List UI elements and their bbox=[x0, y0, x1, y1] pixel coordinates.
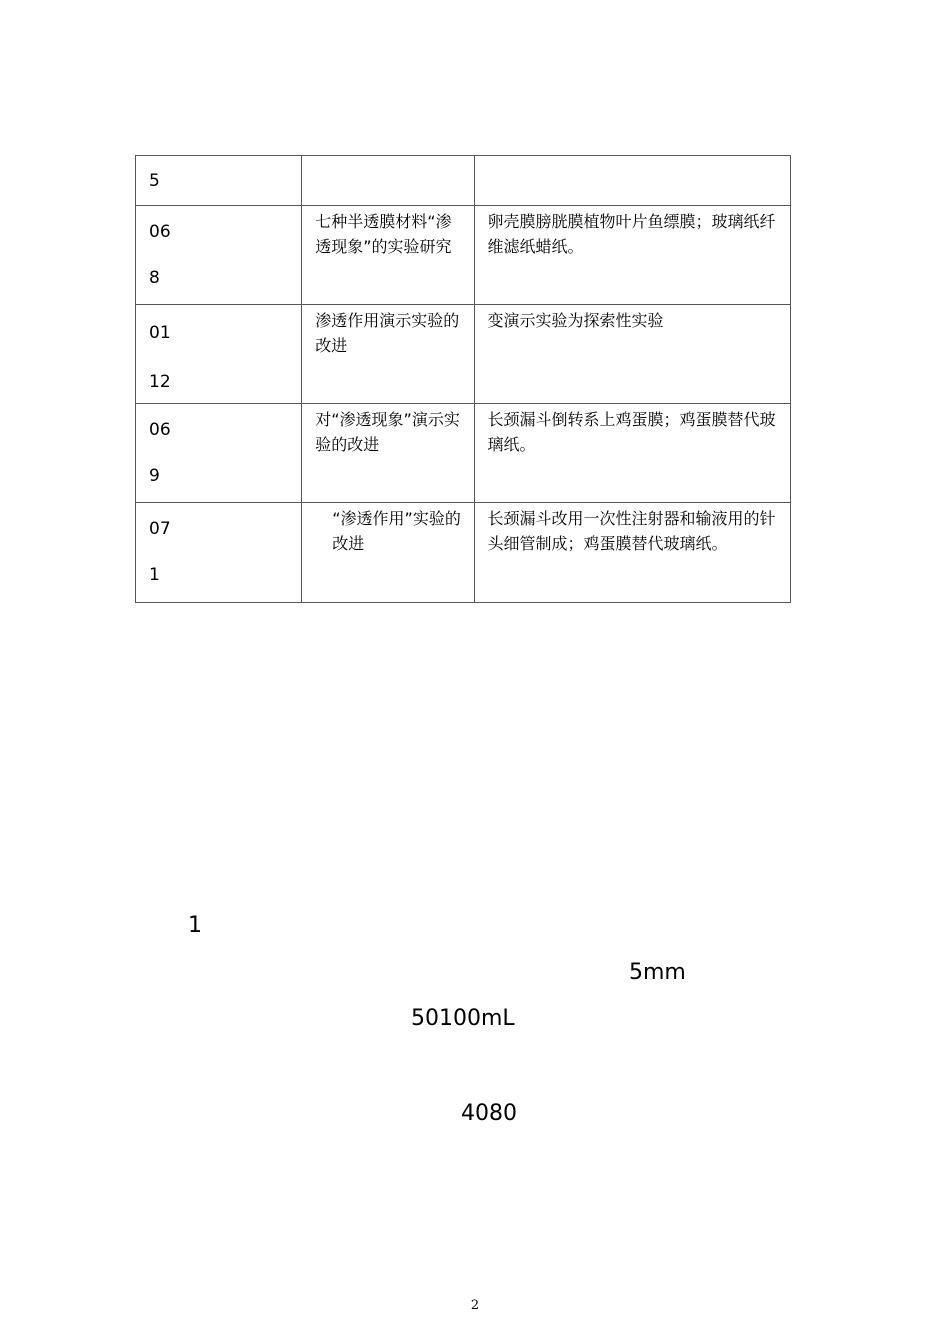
content-cell: 长颈漏斗倒转系上鸡蛋膜；鸡蛋膜替代玻璃纸。 bbox=[474, 404, 791, 503]
row-number-cell bbox=[136, 305, 302, 404]
text-fragment-5mm: 5mm bbox=[629, 960, 686, 985]
page-number: 2 bbox=[470, 1298, 480, 1313]
text-fragment-1: 1 bbox=[188, 913, 202, 938]
row-number-top: 06 bbox=[149, 222, 171, 242]
row-number-top: 06 bbox=[149, 420, 171, 440]
row-number-cell bbox=[136, 206, 302, 305]
text-fragment-50100ml: 50100mL bbox=[411, 1006, 515, 1031]
table-row bbox=[136, 206, 791, 305]
title-cell bbox=[302, 156, 474, 206]
row-number-cell bbox=[136, 156, 302, 206]
title-cell: 对“渗透现象”演示实验的改进 bbox=[302, 404, 474, 503]
content-cell: 卵壳膜膀胱膜植物叶片鱼缥膜；玻璃纸纤维滤纸蜡纸。 bbox=[474, 206, 791, 305]
row-number-bottom: 12 bbox=[149, 372, 171, 392]
title-cell: 七种半透膜材料“渗透现象”的实验研究 bbox=[302, 206, 474, 305]
table-row bbox=[136, 156, 791, 206]
content-cell bbox=[474, 156, 791, 206]
title-cell: “渗透作用”实验的改进 bbox=[302, 503, 474, 603]
table-row bbox=[136, 404, 791, 503]
row-number-cell bbox=[136, 404, 302, 503]
row-number-top: 01 bbox=[149, 323, 171, 343]
experiment-table bbox=[135, 155, 791, 603]
title-cell: 渗透作用演示实验的改进 bbox=[302, 305, 474, 404]
row-number-cell bbox=[136, 503, 302, 603]
content-cell: 长颈漏斗改用一次性注射器和输液用的针头细管制成；鸡蛋膜替代玻璃纸。 bbox=[474, 503, 791, 603]
content-cell: 变演示实验为探索性实验 bbox=[474, 305, 791, 404]
row-number-bottom: 9 bbox=[149, 466, 160, 486]
row-number-top: 5 bbox=[149, 171, 160, 191]
table-row bbox=[136, 503, 791, 603]
table-row bbox=[136, 305, 791, 404]
text-fragment-4080: 4080 bbox=[461, 1101, 517, 1126]
row-number-top: 07 bbox=[149, 519, 171, 539]
row-number-bottom: 8 bbox=[149, 268, 160, 288]
row-number-bottom: 1 bbox=[149, 565, 160, 585]
